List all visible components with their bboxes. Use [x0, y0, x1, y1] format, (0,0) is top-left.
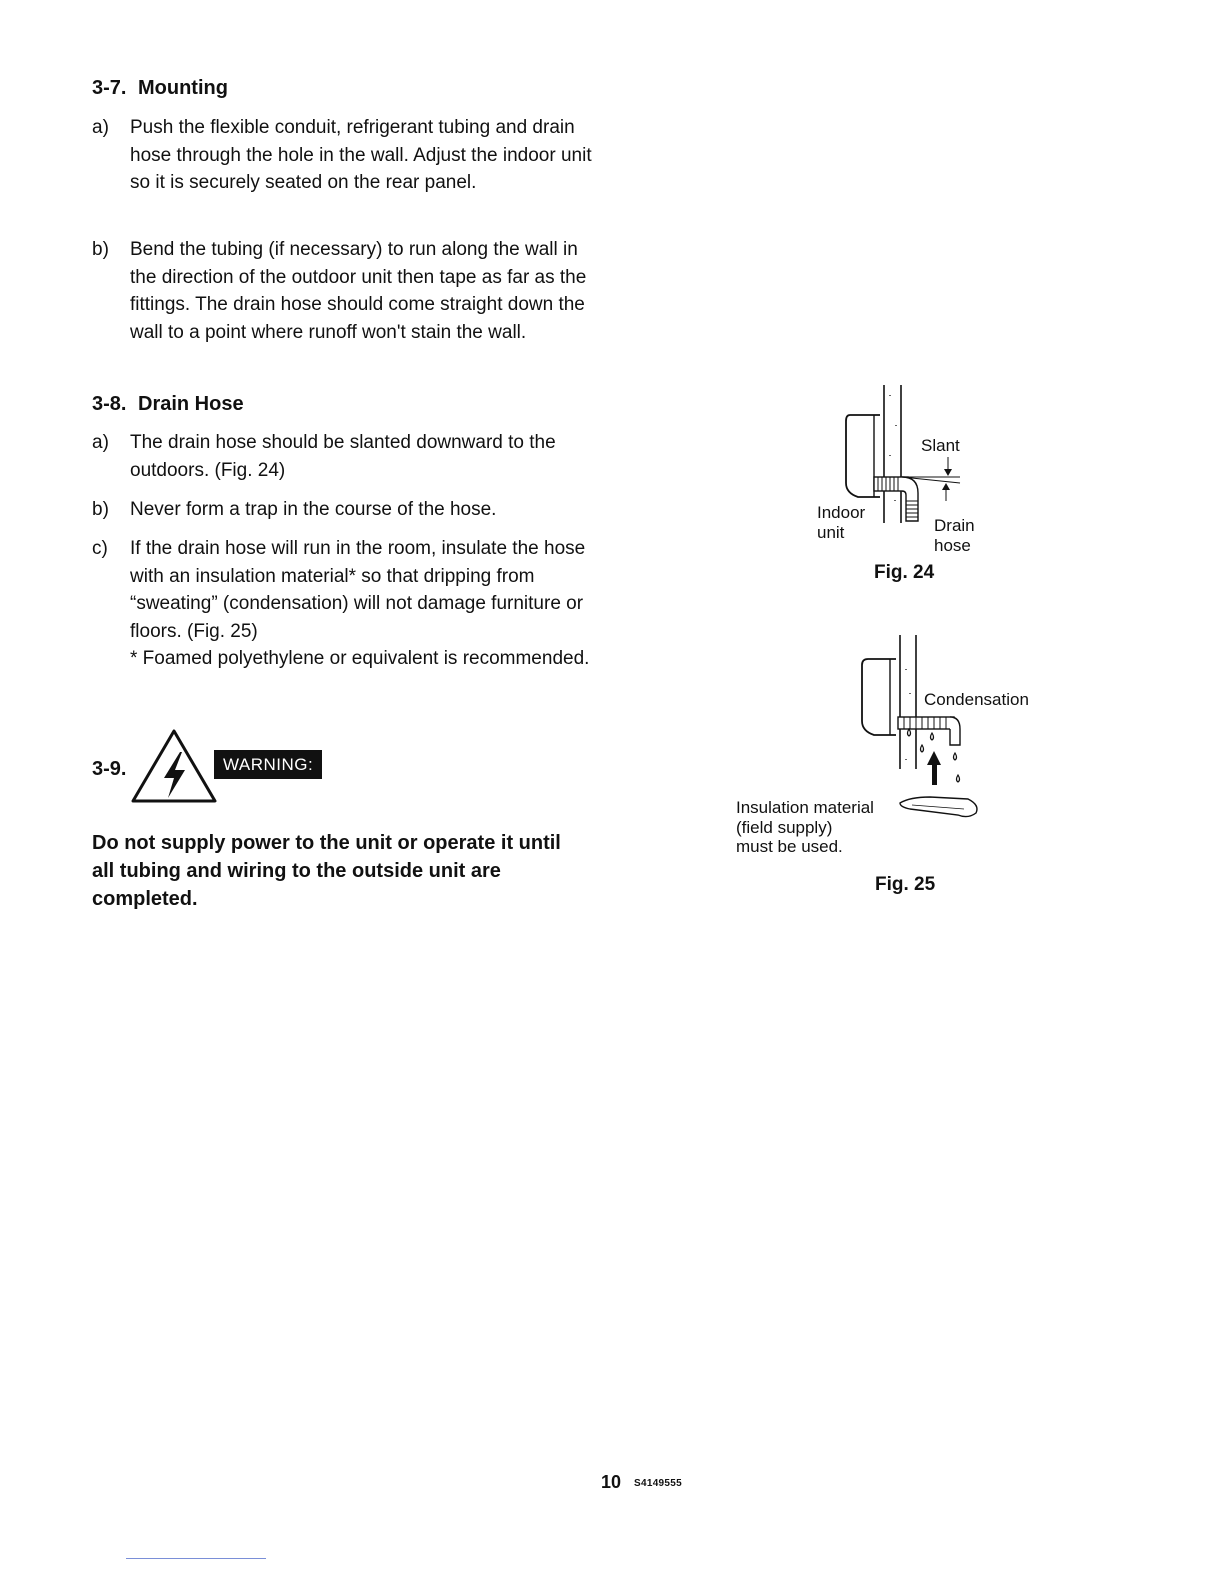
fig24-label-indoor: Indoor	[817, 503, 866, 522]
section-number: 3-7.	[92, 77, 127, 99]
list-item-text: If the drain hose will run in the room, insulate the hose with an insulation material* so that dripping from “sweating” (condensation) will not damage furniture or floors. (Fig. 25)	[130, 538, 586, 642]
list-item	[92, 236, 592, 346]
fig25-diagram	[850, 635, 990, 825]
warning-text: Do not supply power to the unit or operate it until all tubing and wiring to the outside unit are completed.	[92, 832, 561, 910]
section-title: Mounting	[138, 77, 228, 99]
list-item-text: Bend the tubing (if necessary) to run along the wall in the direction of the outdoor unit then tape as far as the fittings. The drain hose should come straight down the wall to a point where runoff won't stain the wall.	[130, 239, 587, 343]
fig25-label-insulation-2: (field supply)	[736, 818, 833, 837]
fig25-caption: Fig. 25	[875, 874, 936, 895]
list-item	[92, 496, 592, 524]
footnote: * Foamed polyethylene or equivalent is recommended.	[130, 648, 590, 669]
fig25-label-insulation-3: must be used.	[736, 837, 843, 856]
fig25-label-insulation-1: Insulation material	[736, 798, 874, 817]
list-item-text: The drain hose should be slanted downward to the outdoors. (Fig. 24)	[130, 432, 556, 481]
fig24-label-unit: unit	[817, 523, 845, 542]
electric-shock-warning-icon	[130, 728, 218, 804]
list-item	[92, 429, 592, 484]
warning-badge: WARNING:	[214, 750, 322, 779]
list-marker: a)	[92, 117, 109, 138]
section-number: 3-8.	[92, 393, 127, 415]
list-item	[92, 535, 592, 673]
section-heading-mounting	[92, 77, 228, 100]
list-marker: b)	[92, 499, 109, 520]
fig24-label-slant: Slant	[921, 436, 960, 455]
list-item-text: Push the flexible conduit, refrigerant tubing and drain hose through the hole in the wall. Adjust the indoor unit so it is securely seated on the rear panel.	[130, 117, 592, 193]
fig24-caption: Fig. 24	[874, 562, 935, 583]
document-code: S4149555	[634, 1478, 683, 1489]
fig25-label-condensation: Condensation	[924, 690, 1029, 709]
divider	[126, 1558, 266, 1559]
fig24-label-hose: hose	[934, 536, 971, 555]
list-item	[92, 114, 592, 197]
page-number: 10	[601, 1472, 622, 1492]
section-heading-drain-hose	[92, 393, 244, 416]
section-title: Drain Hose	[138, 393, 244, 415]
list-marker: b)	[92, 239, 109, 260]
list-marker: a)	[92, 432, 109, 453]
list-marker: c)	[92, 538, 108, 559]
list-item-text: Never form a trap in the course of the hose.	[130, 499, 497, 520]
section-number-warning: 3-9.	[92, 758, 127, 780]
fig24-label-drain: Drain	[934, 516, 975, 535]
